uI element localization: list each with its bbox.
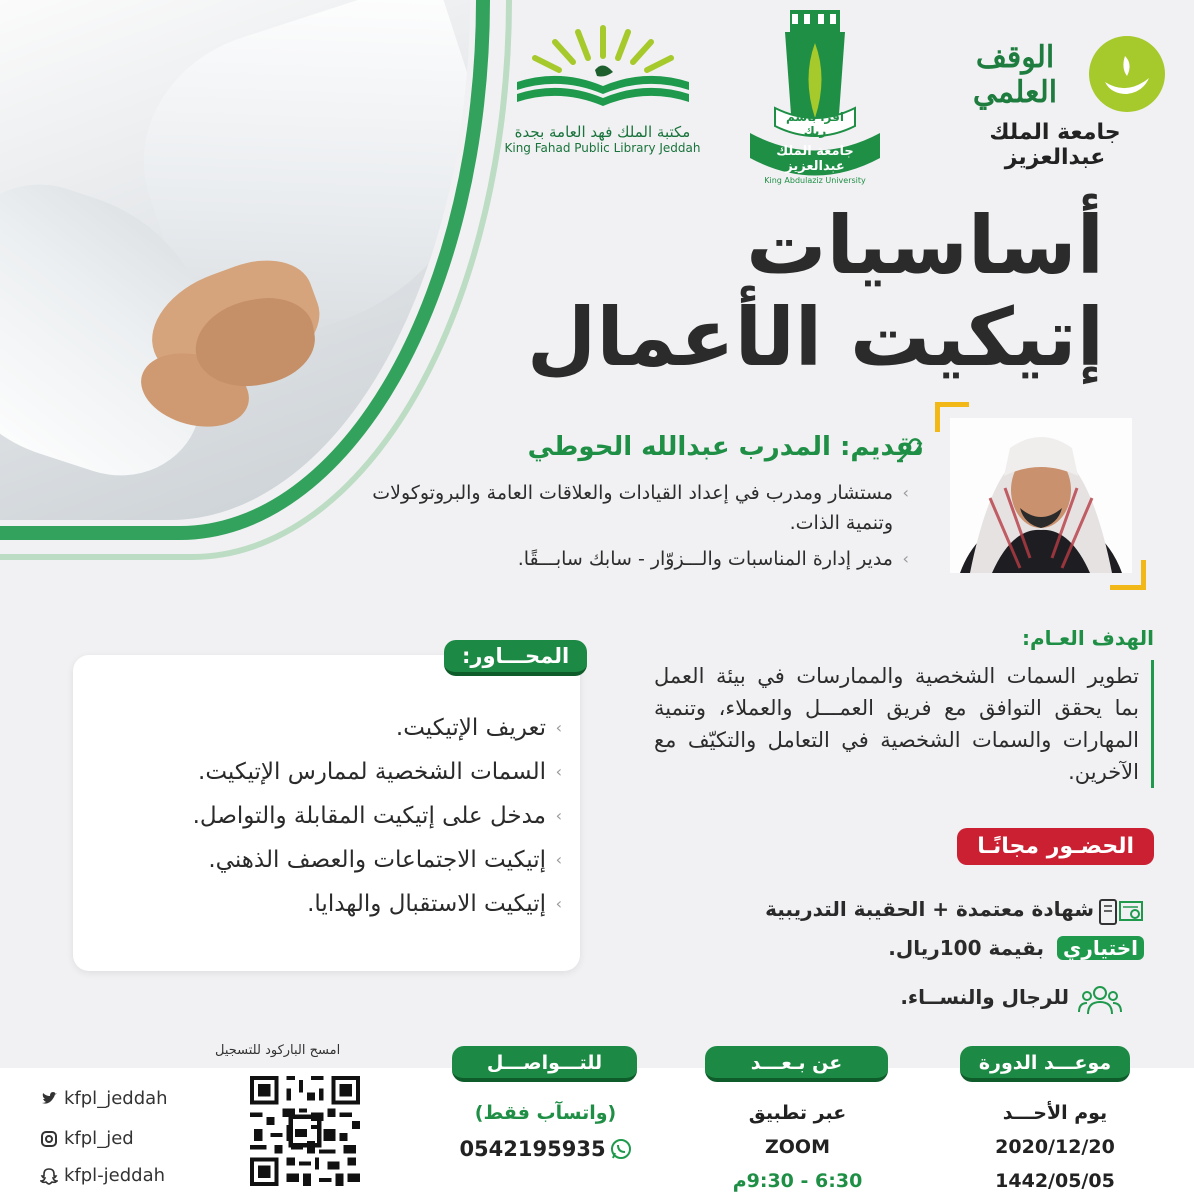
course-title — [484, 200, 1104, 384]
price-line — [888, 936, 1144, 960]
remote-via: عبر تطبيق — [748, 1102, 847, 1124]
topic-item: › السمات الشخصية لممارس الإتيكيت. — [82, 750, 562, 794]
presenter-bio — [349, 478, 909, 580]
remote-column — [705, 1096, 890, 1198]
price-text: بقيمة 100ريال. — [888, 936, 1045, 960]
instagram-link[interactable] — [40, 1128, 134, 1149]
goal-label: الهدف العـام: — [1022, 626, 1154, 650]
kau-name-arabic: جامعة الملك عبدالعزيز — [776, 144, 854, 174]
twitter-link[interactable] — [40, 1088, 168, 1109]
audience-text: للرجال والنســاء. — [900, 985, 1069, 1009]
title-line-2: إتيكيت الأعمال — [526, 291, 1104, 384]
qr-code[interactable] — [246, 1072, 364, 1190]
phone-number[interactable]: 0542195935 — [459, 1137, 606, 1161]
waqf-logo — [945, 30, 1170, 170]
kau-logo — [730, 8, 900, 193]
certificate-text: شهادة معتمدة + الحقيبة التدريبية — [765, 897, 1094, 921]
photo-bracket-bottom-right — [1110, 560, 1146, 590]
hijri-date: 1442/05/05 — [995, 1170, 1115, 1192]
topic-item: › إتيكيت الاستقبال والهدايا. — [82, 882, 562, 926]
twitter-handle: kfpl_jeddah — [64, 1088, 168, 1109]
course-time: 6:30 - 9:30م — [732, 1170, 863, 1192]
gregorian-date: 2020/12/20 — [995, 1136, 1115, 1158]
title-line-1: أساسيات — [746, 199, 1104, 292]
topic-item: › إتيكيت الاجتماعات والعصف الذهني. — [82, 838, 562, 882]
contact-column — [448, 1096, 643, 1166]
kau-motto: اقرأ باسم ربك — [786, 110, 844, 138]
snapchat-icon — [40, 1167, 58, 1185]
goal-text: تطوير السمات الشخصية والممارسات في بيئة العمل بما يحقق التوافق مع فريق العمـــل والعملاء، وتنمية المهارات والسمات الشخصية في التعامل والتكيّف مع الآخرين. — [654, 660, 1154, 788]
topic-item: › مدخل على إتيكيت المقابلة والتواصل. — [82, 794, 562, 838]
instagram-handle: kfpl_jed — [64, 1128, 134, 1149]
kfpl-logo — [495, 20, 710, 170]
qr-caption: امسح الباركود للتسجيل — [215, 1043, 341, 1058]
date-label: موعـــد الدورة — [960, 1046, 1130, 1082]
topic-item: › تعريف الإتيكيت. — [82, 706, 562, 750]
zoom-app: ZOOM — [765, 1136, 830, 1158]
bio-item: › مدير إدارة المناسبات والـــزوّار - سابك سابـــقًا. — [349, 544, 909, 574]
presenter-title: تقديم: المدرب عبدالله الحوطي — [527, 432, 924, 462]
kfpl-name-arabic: مكتبة الملك فهد العامة بجدة — [514, 123, 691, 141]
snapchat-link[interactable] — [40, 1165, 165, 1186]
bio-item: › مستشار ومدرب في إعداد القيادات والعلاقات العامة والبروتوكولات وتنمية الذات. — [349, 478, 909, 538]
waqf-name: الوقف العلمي — [972, 40, 1058, 110]
topics-list — [82, 706, 562, 926]
waqf-university: جامعة الملك عبدالعزيز — [989, 120, 1121, 170]
free-attendance-badge: الحضـور مجانًـا — [957, 828, 1154, 865]
kau-name-english: King Abdulaziz University — [764, 176, 866, 185]
kfpl-name-english: King Fahad Public Library Jeddah — [504, 141, 701, 155]
instagram-icon — [40, 1130, 58, 1148]
certificate-icon — [1098, 896, 1144, 928]
date-column — [970, 1096, 1140, 1198]
remote-label: عن بـعـــد — [705, 1046, 888, 1082]
twitter-icon — [40, 1090, 58, 1108]
topics-label: المحـــاور: — [444, 640, 587, 676]
optional-badge: اختياري — [1057, 936, 1144, 960]
people-icon — [1078, 984, 1122, 1016]
snapchat-handle: kfpl-jeddah — [64, 1165, 166, 1186]
whatsapp-icon — [610, 1138, 632, 1160]
course-day: يوم الأحـــد — [1002, 1102, 1108, 1124]
trainer-photo — [950, 418, 1132, 573]
contact-label: للتـــواصـــل — [452, 1046, 637, 1082]
whatsapp-note: (واتسآب فقط) — [474, 1102, 617, 1124]
